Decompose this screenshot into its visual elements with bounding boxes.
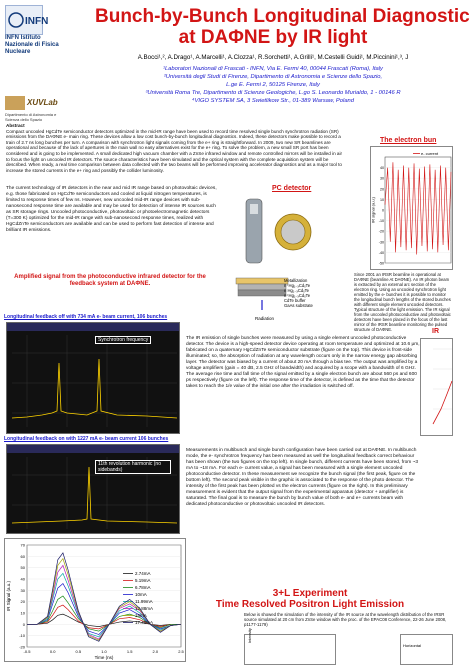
measurements-text: Measurements in multibunch and single bunch configuration have been carried out at DAΦNE. In multibunch mode, the e- synchrotron frequency has been measured as well the longitudinal feedback correct behaviour has been shown (the two figures on the top left). In single bunch, different currents have been stored, from ~3 mA to ~18 mA. For each e- current value, a signal has been measured with a single element uncooled photoconductive detector. In these measurement we recognize the bunch signal (the first peak, figure on the bottom left). The second peak visible in the graphic is associated to the response of the photo detector. The intensity of the first peak has been plotted vs the electron currents (figure on the right). In this preliminary measurement is evident that the output signal from the experimental apparatus (detector + amplifier) is saturated. The final goal is to measure the bunch by bunch value of both e- and e+ currents beam with dedicated photoconductive or photovoltaic uncooled IR detectors. — [186, 448, 419, 507]
oscilloscope-feedback-on — [6, 444, 180, 534]
electron-bunch-heading: The electron bun — [380, 137, 437, 144]
y-tick-label: 10 — [20, 610, 25, 616]
synchrotron-frequency-label: Synchrotron frequency — [95, 336, 151, 344]
affiliation-4: ³Università Roma Tre, Dipartimento di Scienze Geologiche, L.go S. Leonardo Murialdo, 1 - 00146 R — [145, 90, 401, 96]
svg-text:INFN: INFN — [25, 16, 49, 27]
y-tick-label: 10 — [380, 197, 384, 202]
ir-right-chart — [420, 338, 453, 436]
y-tick-label: 70 — [20, 542, 25, 548]
xuvlab-name: XUVLab — [27, 98, 58, 107]
threeL-title: 3+L Experiment — [272, 588, 348, 599]
abstract-text: Compact uncooled HgCdTe semiconductor detectors optimized in the mid-IR range have been used to record time resolved single bunch synchrotron radiation (SR) emissions from the DAΦNE e- main ring. These devices allow a low cost bunch-by-bunch longitudinal diagnostics. Indeed, these detectors make possible to record a train of 2.7 ns long bunches per turn. A comparison with synchrotron light signals coming from the e+ ring is straightforward. In 2009, two new SR beamlines are operational and because of the lack of apertures in the main wall no easy alternatives exist for the e+ ring. To solve the problem, a new small SR port has been considered and is going to be implemented. A small dedicated high vacuum chamber with a ZnSe infrared window and remote controlled mirrors will be installed in air to focus the light on uncooled IR detectors. The source characteristics have been simulated and the optical system with the complete acquisition system will be described. When ready, a real time comparison between data collected with the two beams will be performed improving accelerator diagnostics and as a major tool to increase the stored currents in the e+ ring and possibly the collider luminosity. — [6, 128, 343, 173]
y-tick-label: 60 — [20, 553, 25, 559]
affiliation-5: ⁴VIGO SYSTEM SA, 3 Swietlikow Str., 01-389 Warsaw, Poland — [192, 98, 354, 104]
pc-detector-heading: PC detector — [272, 185, 312, 192]
infn-logo-text: INFN Istituto Nazionale di Fisica Nucleare — [5, 35, 59, 55]
x-tick-label: 1.5 — [126, 649, 133, 654]
abstract-section — [6, 123, 346, 183]
since-text: Since 2001 an IRSR beamline is operational at DAΦNE (beamline At DAΦNE). An IR photon beam is extracted by an external arc section of the electron ring. Using an uncooled synchrotron light emitted by the e- bunches it is possible to monitor the longitudinal bunch lengths of the stored bunches with different single element uncooled detectors. Typical structure of the light emission. The IR signal from the uncooled photoconductive and photovoltaic detectors have been placed in the focus of the last mirror of the IRSR beamline monitoring the pulsed structure of DAΦNE. — [354, 272, 451, 332]
y-tick-label: 20 — [20, 599, 25, 605]
threeL-heading — [200, 588, 420, 610]
layer-label: n Hg₁₋ₓCdₓTe — [284, 288, 309, 293]
mini-ylabel-2: Horizontal — [403, 643, 422, 648]
layer-label: n⁺Hg₁₋ₓCdₓTe — [284, 283, 311, 288]
layer-label: CdTe buffer — [284, 298, 306, 303]
revolution-harmonic-label: 11th revolution harmonic (no sidebands) — [95, 460, 171, 474]
layer-label: Metallization — [284, 278, 308, 283]
layer-label: n⁺Hg₁₋ₓCdₓTe — [284, 293, 311, 298]
xuvlab-dept: Dipartimento di Astronomia e Scienza dello Spazio — [5, 112, 57, 122]
radiation-label: Radiation — [255, 316, 275, 321]
abstract-heading: Abstract — [6, 123, 25, 128]
oscilloscope-feedback-off — [6, 322, 180, 434]
y-tick-label: 0 — [382, 208, 384, 213]
y-tick-label: 50 — [20, 565, 25, 571]
electron-bunch-svg — [371, 147, 452, 269]
legend-label: 11.99mA — [135, 599, 153, 604]
legend-label: 10mA — [135, 592, 147, 597]
x-tick-label: 2.0 — [152, 649, 159, 654]
infn-logo — [5, 5, 63, 55]
feedback-off-title: Longitudinal feedback off with 734 mA e- beam current, 106 bunches — [4, 314, 168, 320]
affiliation-3: L.ge E. Fermi 2, 50125 Firenze, Italy — [226, 82, 320, 88]
y-tick-label: 40 — [380, 166, 384, 171]
ir-heading: IR — [432, 328, 439, 335]
poster-title — [95, 6, 470, 48]
layer-label: GaAs substrate — [284, 303, 313, 308]
infn-emblem-icon — [5, 5, 49, 35]
legend-label: 5.19mA — [135, 578, 151, 583]
y-tick-label: 40 — [20, 576, 25, 582]
affiliation-1: ¹Laboratori Nazionali di Frascati - INFN, Via E. Fermi 40, 00044 Frascati (Roma), Italy — [163, 66, 383, 72]
y-tick-label: 30 — [20, 587, 25, 593]
y-tick-label: -20 — [378, 229, 384, 234]
legend-label: 6.78mA — [135, 585, 151, 590]
y-tick-label: -40 — [378, 250, 384, 255]
ir-emission-text: The IR emission of single bunches were measured by using a single element uncooled photoconductive detector. The device is a high-speed detector device operating at room temperature and optimized at 10.6 μm, fabricated on a quaternary HgCdZnTe semiconductor substrate (figure on the top). This device is front-side illuminated; so, the absorption of radiation at any wavelength occurs only in the narrow energy gap absorbing layer. The detector was biased by a current of about 20 mA through a bias tee. The output was amplified by a voltage amplifiers (gain = 40 dB, 2.5 GHz of bandwidth) and acquired by a scope with a bandwidth of 6 GHz. The average rise time and fall time of the signal emitted by a single electron bunch are about 560 ps and 600 ps respectively (figure on the left). The response time of the detector, is defined as the time that the detector takes to reach the 1/e value of the initial one after the irradiation is switched off. — [186, 336, 420, 389]
xuvlab-emblem-icon — [5, 96, 25, 110]
y-tick-label: 20 — [380, 187, 384, 192]
legend-label: 12.88mA — [135, 606, 154, 611]
feedback-on-title: Longitudinal feedback on with 1227 mA e- beam current 106 bunches — [4, 436, 169, 442]
x-tick-label: 2.5 — [178, 649, 184, 654]
x-axis-label: Time (ns) — [94, 655, 114, 660]
x-tick-label: 0.0 — [49, 649, 56, 654]
intro-text: The current technology of IR detectors in the near and mid IR range based on photovoltaic devices, e.g. those fabricated on HgCdTe semiconductors and cooled at liquid nitrogen temperatures, is limited to response times of few ns. However, new uncooled mid-IR range devices with sub-nanosecond response time are available and may be used for detection of intense IR sources such as SR storage rings. Uncooled photoconductive, photovoltaic or photoelectromagnetic detectors (T=300 K) optimized for the mid-IR range with sub-nanosecond response times, realized with HgCdZnTe semiconductors are available and can be used to perform fast detection of intense and brilliant IR emissions. — [6, 186, 217, 233]
legend-label: 15mA — [135, 613, 147, 618]
y-tick-label: -50 — [378, 261, 384, 266]
title-line-1: Bunch-by-Bunch Longitudinal Diagnostic — [95, 6, 470, 27]
mini-ylabel-1: Intensity — [247, 628, 252, 643]
xuvlab-logo — [5, 96, 60, 122]
author-list: A.Bocci¹,², A.Drago¹, A.Marcelli¹, A.Clozza¹, R.Sorchetti¹, A.Grilli¹, M.Cestelli Guidi¹, M.Piccinini¹,³, J — [137, 54, 409, 61]
y-axis-label: IR signal (a.u.) — [370, 196, 376, 224]
pc-detector-layers — [284, 278, 313, 308]
legend-label: 2.74mA — [135, 571, 151, 576]
x-tick-label: -0.5 — [23, 649, 31, 654]
y-tick-label: -10 — [378, 219, 384, 224]
electron-bunch-chart — [370, 146, 453, 270]
amplified-signal-caption: Amplified signal from the photoconductive infrared detector for the feedback system at DAΦNE. — [14, 274, 206, 287]
y-tick-label: -10 — [19, 633, 25, 639]
threeL-caption: Below is showed the simulation of the intensity of the IR source at the wavelength distribution of the IRSR source simulated at 20 cm from ZnSe window with the proc. of the EPAC08 Conference, 22-26 June 2008, p1177-1179) — [244, 612, 447, 628]
x-tick-label: 0.5 — [75, 649, 82, 654]
y-tick-label: -30 — [378, 240, 384, 245]
x-tick-label: 1.0 — [101, 649, 107, 654]
y-tick-label: -20 — [19, 644, 25, 650]
title-line-2: at DAΦNE by IR light — [178, 27, 368, 48]
threeL-mini-chart-1 — [244, 628, 336, 665]
y-tick-label: 0 — [22, 621, 25, 627]
single-bunch-svg — [5, 539, 185, 661]
legend-label: 17.48mA — [135, 620, 154, 625]
threeL-subtitle: Time Resolved Positron Light Emission — [215, 599, 405, 610]
threeL-mini-chart-2 — [400, 634, 453, 665]
legend-label: e- current — [421, 151, 439, 156]
y-axis-label: IR Signal (a.u.) — [6, 580, 11, 612]
single-bunch-chart — [4, 538, 186, 662]
affiliation-2: ²Università degli Studi di Firenze, Dipartimento di Astronomia e Scienze dello Spazio, — [163, 74, 383, 80]
y-tick-label: 30 — [380, 176, 384, 181]
